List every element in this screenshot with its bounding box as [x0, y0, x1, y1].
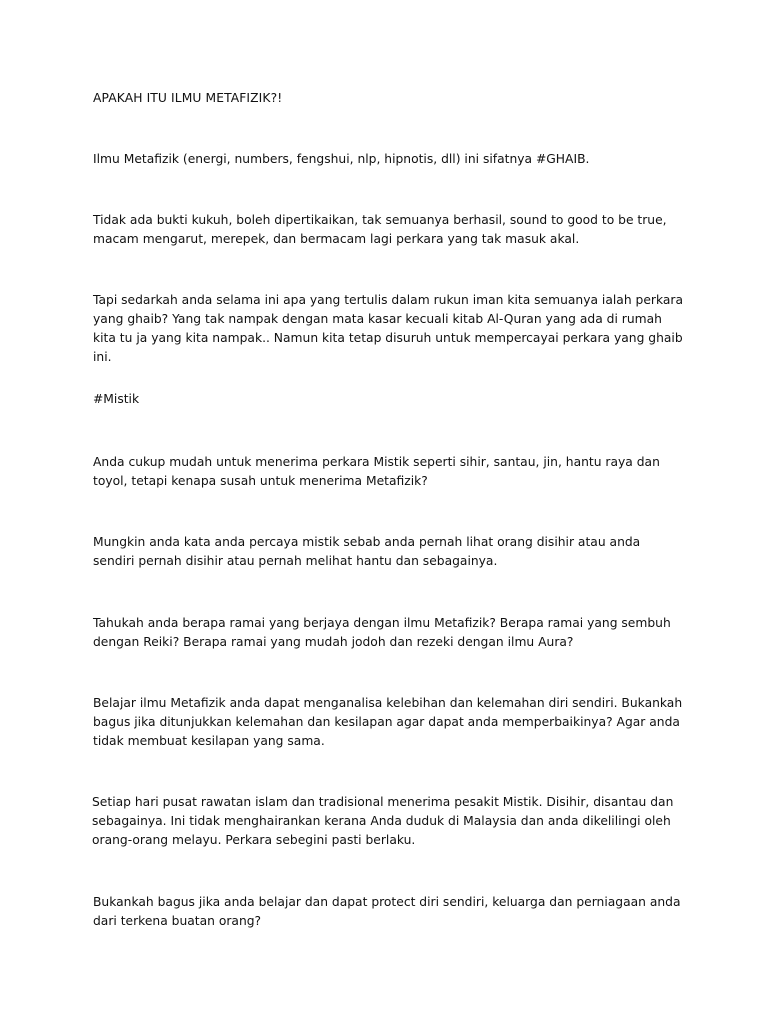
- paragraph-1: Ilmu Metafizik (energi, numbers, fengshui, nlp, hipnotis, dll) ini sifatnya #GHAIB.: [93, 152, 590, 166]
- paragraph-6: Tahukah anda berapa ramai yang berjaya dengan ilmu Metafizik? Berapa ramai yang sembuh dengan Reiki? Berapa ramai yang mudah jodoh dan rezeki dengan ilmu Aura?: [93, 616, 671, 649]
- paragraph-8: Setiap hari pusat rawatan islam dan tradisional menerima pesakit Mistik. Disihir, disantau dan sebagainya. Ini tidak menghairankan kerana Anda duduk di Malaysia dan anda dikelilingi oleh orang-orang melayu. Perkara sebegini pasti berlaku.: [92, 795, 674, 847]
- paragraph-2: Tidak ada bukti kukuh, boleh dipertikaikan, tak semuanya berhasil, sound to good to be true, macam mengarut, merepek, dan bermacam lagi perkara yang tak masuk akal.: [93, 213, 667, 246]
- paragraph-4: Anda cukup mudah untuk menerima perkara Mistik seperti sihir, santau, jin, hantu raya dan toyol, tetapi kenapa susah untuk menerima Metafizik?: [93, 455, 660, 488]
- paragraph-3: Tapi sedarkah anda selama ini apa yang tertulis dalam rukun iman kita semuanya ialah perkara yang ghaib? Yang tak nampak dengan mata kasar kecuali kitab Al-Quran yang ada di rumah kita tu ja yang kita nampak.. Namun kita tetap disuruh untuk mempercayai perkara yang ghaib ini.: [93, 293, 683, 364]
- paragraph-5: Mungkin anda kata anda percaya mistik sebab anda pernah lihat orang disihir atau anda sendiri pernah disihir atau pernah melihat hantu dan sebagainya.: [93, 535, 641, 568]
- document-title: APAKAH ITU ILMU METAFIZIK?!: [93, 91, 283, 105]
- section-heading-mistik: #Mistik: [93, 392, 140, 406]
- paragraph-7: Belajar ilmu Metafizik anda dapat menganalisa kelebihan dan kelemahan diri sendiri. Bukankah bagus jika ditunjukkan kelemahan dan kesilapan agar dapat anda memperbaikinya? Agar anda tidak membuat kesilapan yang sama.: [93, 696, 683, 748]
- paragraph-9: Bukankah bagus jika anda belajar dan dapat protect diri sendiri, keluarga dan perniagaan anda dari terkena buatan orang?: [93, 895, 681, 928]
